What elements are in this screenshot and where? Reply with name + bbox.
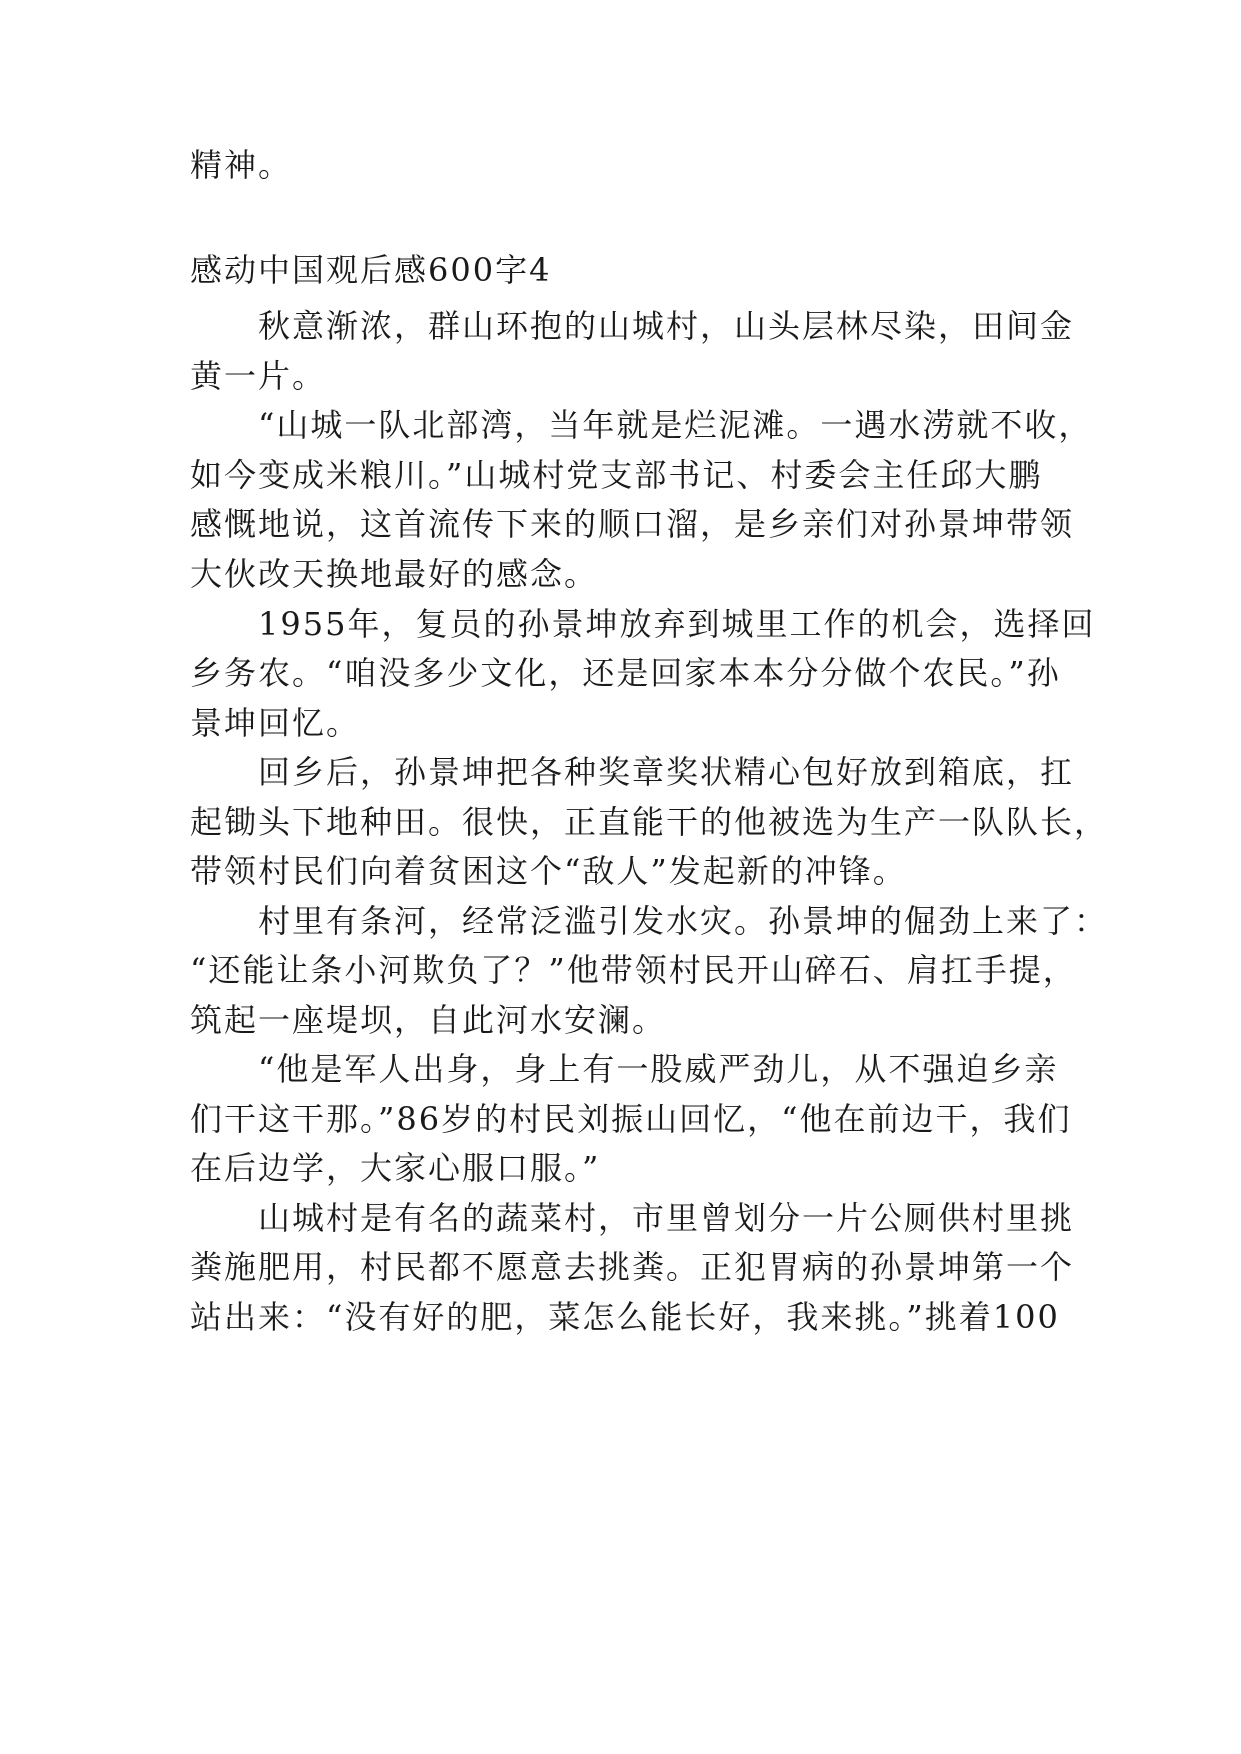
text-line: 精神。	[190, 146, 293, 184]
text-line: 在后边学，大家心服口服。”	[190, 1149, 601, 1187]
text-line: 黄一片。	[190, 357, 327, 395]
text-line: 景坤回忆。	[190, 704, 361, 742]
text-line: “他是军人出身，身上有一股威严劲儿，从不强迫乡亲	[190, 1050, 1059, 1088]
text-line: 起锄头下地种田。很快，正直能干的他被选为生产一队队长，	[190, 803, 1109, 841]
text-line: 筑起一座堤坝，自此河水安澜。	[190, 1001, 667, 1039]
text-line: 大伙改天换地最好的感念。	[190, 555, 599, 593]
text-line: 带领村民们向着贫困这个“敌人”发起新的冲锋。	[190, 852, 907, 890]
text-line: 乡务农。“咱没多少文化，还是回家本本分分做个农民。”孙	[190, 654, 1061, 692]
text-line: 感慨地说，这首流传下来的顺口溜，是乡亲们对孙景坤带领	[190, 505, 1075, 543]
text-line: 回乡后，孙景坤把各种奖章奖状精心包好放到箱底，扛	[190, 753, 1075, 791]
text-line: “山城一队北部湾，当年就是烂泥滩。一遇水涝就不收，	[190, 406, 1093, 444]
text-line: 1955年，复员的孙景坤放弃到城里工作的机会，选择回	[190, 605, 1096, 643]
text-line: 站出来：“没有好的肥，菜怎么能长好，我来挑。”挑着100	[190, 1298, 1060, 1336]
text-line: 粪施肥用，村民都不愿意去挑粪。正犯胃病的孙景坤第一个	[190, 1248, 1075, 1286]
text-line: 如今变成米粮川。”山城村党支部书记、村委会主任邱大鹏	[190, 456, 1043, 494]
text-line: 村里有条河，经常泛滥引发水灾。孙景坤的倔劲上来了：	[190, 902, 1109, 940]
section-title: 感动中国观后感600字4	[190, 251, 552, 289]
text-line: 山城村是有名的蔬菜村，市里曾划分一片公厕供村里挑	[190, 1199, 1075, 1237]
text-line: “还能让条小河欺负了？”他带领村民开山碎石、肩扛手提，	[190, 951, 1077, 989]
text-line: 秋意渐浓，群山环抱的山城村，山头层林尽染，田间金	[190, 307, 1075, 345]
text-line: 们干这干那。”86岁的村民刘振山回忆，“他在前边干，我们	[190, 1100, 1072, 1138]
